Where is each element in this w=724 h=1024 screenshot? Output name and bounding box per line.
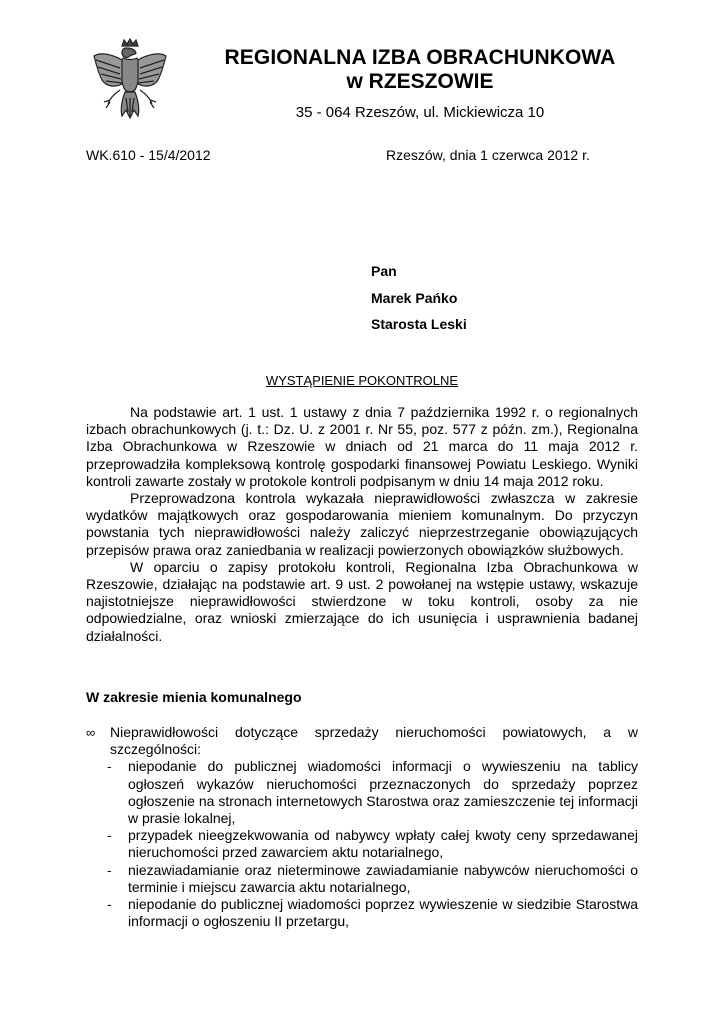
sub-list-item (86, 758, 638, 827)
polish-eagle-icon (92, 38, 168, 124)
document-body (86, 404, 638, 645)
body-paragraph: W oparciu o zapisy protokołu kontroli, Regionalna Izba Obrachunkowa w Rzeszowie, działając na podstawie art. 9 ust. 2 powołanej na wstępie ustawy, wskazuje najistotniejsze nieprawidłowości stwierdzone w toku kontroli, osoby za nie odpowiedzialne, oraz wnioski zmierzające do ich usunięcia i usprawnienia badanej działalności. (86, 558, 638, 644)
list-item (86, 724, 638, 758)
dash-bullet-icon: - (107, 827, 112, 844)
body-paragraph: Przeprowadzona kontrola wykazała nieprawidłowości zwłaszcza w zakresie wydatków majątkowych oraz gospodarowania mieniem komunalnym. Do przyczyn powstania tych nieprawidłowości należy zaliczyć nieprzestrzeganie obowiązujących przepisów prawa oraz zaniedbania w realizacji powierzonych obowiązków służbowych. (86, 490, 638, 558)
dash-bullet-icon: - (107, 861, 112, 878)
sub-list-item (86, 896, 638, 930)
sub-list-item (86, 827, 638, 861)
organization-city: w RZESZOWIE (346, 70, 494, 93)
findings-list (86, 724, 638, 930)
sub-list (86, 758, 638, 930)
list-item-text: Nieprawidłowości dotyczące sprzedaży nieruchomości powiatowych, a w szczególności: (110, 724, 638, 758)
sub-list-item-text: niepodanie do publicznej wiadomości poprzez wywieszenie w siedzibie Starostwa informacji o ogłoszeniu II przetargu, (128, 896, 638, 930)
organization-name: REGIONALNA IZBA OBRACHUNKOWA (224, 46, 616, 69)
organization-address: 35 - 064 Rzeszów, ul. Mickiewicza 10 (295, 104, 545, 121)
sub-list-item-text: przypadek nieegzekwowania od nabywcy wpłaty całej kwoty ceny sprzedawanej nieruchomości przed zawarciem aktu notarialnego, (128, 827, 638, 861)
dash-bullet-icon: - (107, 896, 112, 913)
sub-list-item-text: niepodanie do publicznej wiadomości informacji o wywieszeniu na tablicy ogłoszeń wykazów nieruchomości przeznaczonych do sprzedaży poprzez ogłoszenie na stronach internetowych Starostwa oraz zamieszczenie tej informacji w prasie lokalnej, (128, 758, 638, 827)
document-title: WYSTĄPIENIE POKONTROLNE (265, 373, 459, 388)
infinity-bullet-icon: ∞ (86, 725, 96, 740)
body-paragraph: Na podstawie art. 1 ust. 1 ustawy z dnia 7 października 1992 r. o regionalnych izbach obrachunkowych (j. t.: Dz. U. z 2001 r. Nr 55, poz. 577 z późn. zm.), Regionalna Izba Obrachunkowa w Rzeszowie w dniach od 21 marca do 11 maja 2012 r. przeprowadziła kompleksową kontrolę gospodarki finansowej Powiatu Leskiego. Wyniki kontroli zawarte zostały w protokole kontroli podpisanym w dniu 14 maja 2012 roku. (86, 404, 638, 489)
addressee-title: Starosta Leski (371, 316, 467, 332)
addressee-salutation: Pan (371, 263, 397, 279)
section-heading: W zakresie mienia komunalnego (86, 689, 302, 705)
document-date: Rzeszów, dnia 1 czerwca 2012 r. (386, 147, 590, 163)
sub-list-item-text: niezawiadamianie oraz nieterminowe zawiadamianie nabywców nieruchomości o terminie i miejscu zawarcia aktu notarialnego, (128, 861, 638, 895)
reference-number: WK.610 - 15/4/2012 (86, 147, 211, 163)
sub-list-item (86, 862, 638, 896)
addressee-name: Marek Pańko (371, 290, 458, 306)
dash-bullet-icon: - (107, 758, 112, 775)
